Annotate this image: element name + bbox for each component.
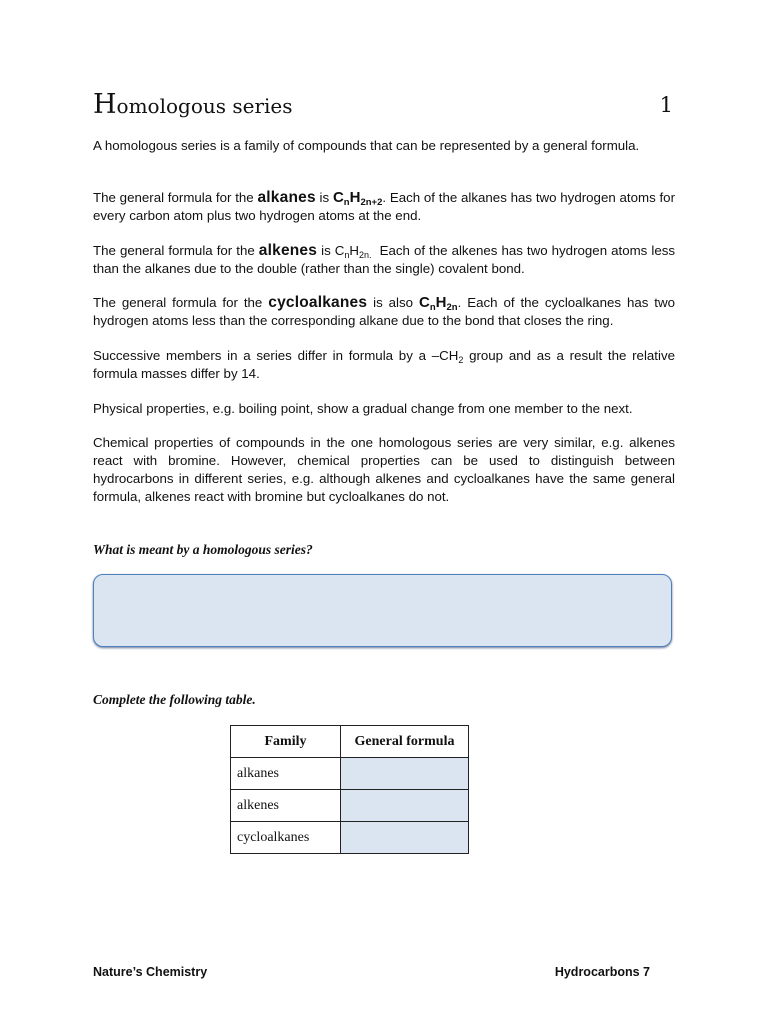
title-rest: omologous series xyxy=(116,94,293,118)
page-title xyxy=(93,88,293,123)
formula-n: n xyxy=(344,250,350,260)
formula-sub: 2n. xyxy=(359,250,372,260)
formula-h: H xyxy=(349,189,361,206)
title-row xyxy=(93,88,675,122)
alkenes-term: alkenes xyxy=(258,242,318,259)
answer-box[interactable] xyxy=(93,574,672,647)
physical-paragraph: Physical properties, e.g. boiling point, show a gradual change from one member to the next. xyxy=(93,401,633,416)
formula-sub: 2n+2 xyxy=(360,197,383,208)
table-row xyxy=(231,758,469,790)
formula-table xyxy=(230,725,469,854)
successive-after: group and as a result the relative formula masses differ by 14. xyxy=(93,348,675,381)
table-header-row xyxy=(231,726,469,758)
formula-input-cell[interactable] xyxy=(341,822,469,854)
alkenes-formula xyxy=(335,243,372,258)
question-table: Complete the following table. xyxy=(93,692,256,707)
alkanes-rest: . Each of the alkanes has two hydrogen atoms for every carbon atom plus two hydrogen atoms at the end. xyxy=(93,190,676,223)
alkanes-formula xyxy=(333,189,382,206)
family-cell: cycloalkanes xyxy=(231,822,341,854)
cycloalkanes-prefix: The general formula for the xyxy=(93,295,263,310)
formula-input-cell[interactable] xyxy=(341,790,469,822)
intro-paragraph: A homologous series is a family of compounds that can be represented by a general formula. xyxy=(93,138,640,153)
formula-c: C xyxy=(332,189,344,206)
formula-h: H xyxy=(435,294,447,311)
table-row xyxy=(231,790,469,822)
formula-c: C xyxy=(419,294,430,311)
alkanes-prefix: The general formula for the xyxy=(93,190,254,205)
formula-c: C xyxy=(334,243,345,258)
question-homologous: What is meant by a homologous series? xyxy=(93,542,313,557)
table-row xyxy=(231,822,469,854)
header-family: Family xyxy=(231,726,341,758)
formula-n: n xyxy=(343,197,350,208)
successive-paragraph xyxy=(93,347,675,383)
formula-n: n xyxy=(429,302,436,313)
successive-before: Successive members in a series differ in formula by a –CH xyxy=(93,348,459,363)
alkenes-paragraph xyxy=(93,242,679,278)
cycloalkanes-rest: . Each of the cycloalkanes has two hydrogen atoms less than the corresponding alkane due to the bond that closes the ring. xyxy=(93,295,675,328)
alkenes-prefix: The general formula for the xyxy=(93,243,255,258)
family-cell: alkanes xyxy=(231,758,341,790)
formula-h: H xyxy=(349,243,360,258)
footer-right: Hydrocarbons 7 xyxy=(554,965,650,979)
alkenes-rest: Each of the alkenes has two hydrogen atoms less than the alkanes due to the double (rather than the single) covalent bond. xyxy=(93,243,679,276)
cycloalkanes-formula xyxy=(419,294,458,311)
alkenes-mid: is xyxy=(321,243,331,258)
alkanes-term: alkanes xyxy=(257,189,316,206)
title-initial: H xyxy=(93,89,117,120)
chemical-paragraph: Chemical properties of compounds in the one homologous series are very similar, e.g. alkenes react with bromine. However, chemical properties can be used to distinguish between hydrocarbons in different series, e.g. although alkenes and cycloalkanes have the same general formula, alkenes react with bromine but cycloalkanes do not. xyxy=(93,435,675,504)
formula-input-cell[interactable] xyxy=(341,758,469,790)
cycloalkanes-paragraph xyxy=(93,294,675,330)
alkanes-paragraph xyxy=(93,189,675,225)
footer-left: Nature’s Chemistry xyxy=(93,965,208,979)
page-number: 1 xyxy=(659,93,673,117)
cycloalkanes-term: cycloalkanes xyxy=(268,294,368,311)
alkanes-mid: is xyxy=(319,190,330,205)
cycloalkanes-mid: is also xyxy=(373,295,414,310)
formula-sub: 2n xyxy=(446,302,458,313)
header-general-formula: General formula xyxy=(341,726,469,758)
successive-sub: 2 xyxy=(458,355,464,365)
family-cell: alkenes xyxy=(231,790,341,822)
